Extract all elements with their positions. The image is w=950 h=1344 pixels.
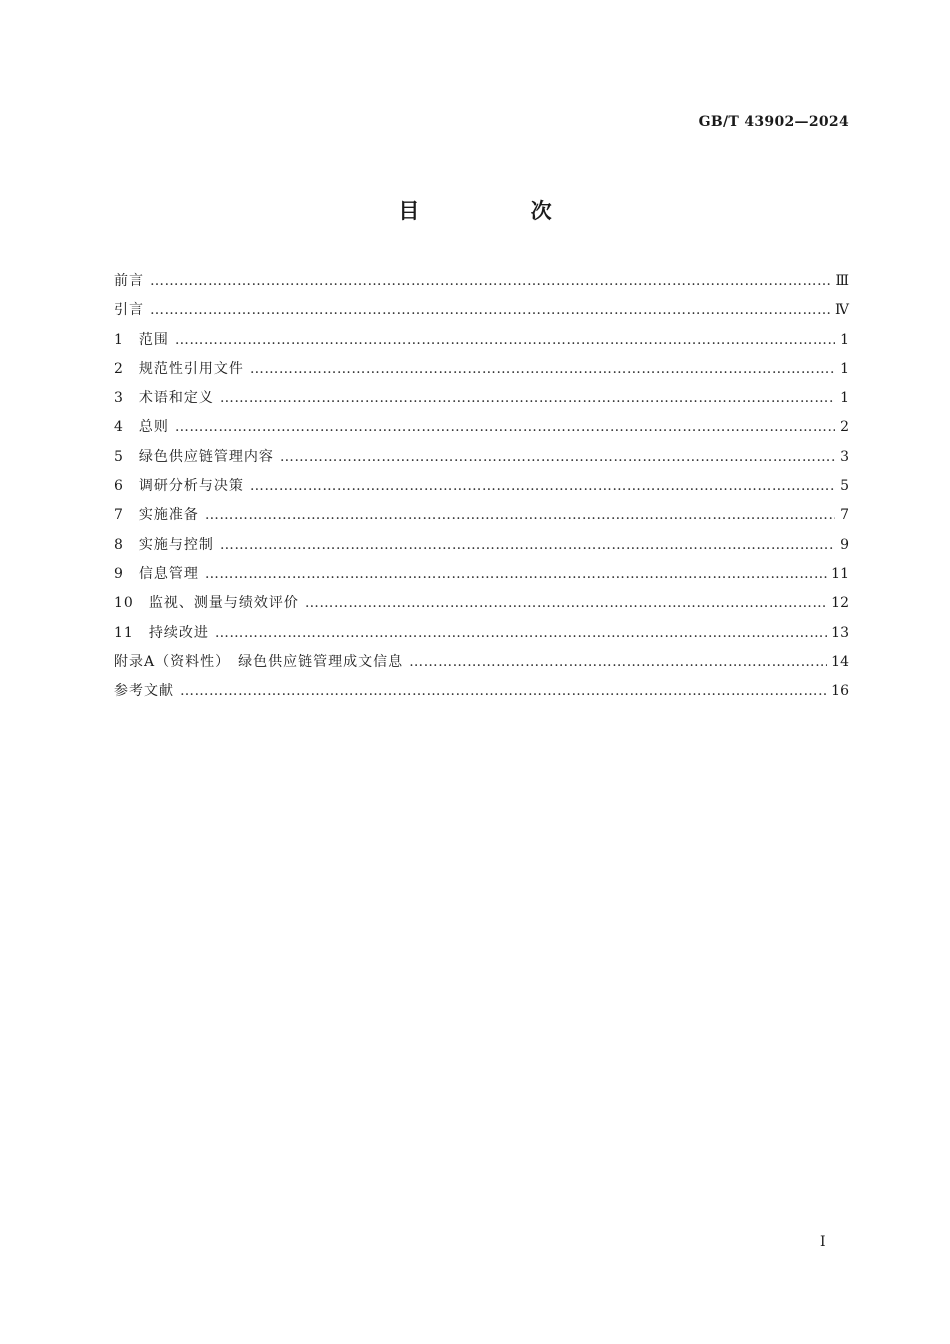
toc-leader-dots [215, 625, 827, 641]
toc-leader-dots [280, 449, 835, 465]
toc-leader-dots [180, 683, 827, 699]
toc-entry-page: 1 [840, 360, 849, 377]
toc-entry-label: 10 监视、测量与绩效评价 [114, 595, 299, 612]
toc-entry[interactable] [114, 329, 849, 358]
toc-entry[interactable] [114, 651, 849, 680]
toc-entry-page: 9 [840, 536, 849, 553]
toc-entry-page: 3 [840, 448, 849, 465]
toc-entry-label: 4 总则 [114, 419, 169, 436]
toc-entry[interactable] [114, 358, 849, 387]
toc-leader-dots [409, 654, 827, 670]
toc-entry[interactable] [114, 680, 849, 709]
toc-leader-dots [250, 478, 835, 494]
toc-entry-label: 2 规范性引用文件 [114, 360, 244, 377]
toc-entry-label: 引言 [114, 302, 144, 319]
toc-entry-label: 前言 [114, 273, 144, 289]
toc-entry-label: 8 实施与控制 [114, 536, 214, 553]
toc-leader-dots [305, 595, 827, 611]
toc-entry-label: 1 范围 [114, 331, 169, 348]
toc-entry-page: 1 [840, 331, 849, 348]
toc-entry[interactable] [114, 622, 849, 651]
toc-entry-page: 5 [840, 478, 849, 495]
toc-entry[interactable] [114, 592, 849, 621]
toc-leader-dots [205, 566, 827, 582]
toc-entry-label: 6 调研分析与决策 [114, 478, 244, 495]
toc-entry-label: 11 持续改进 [114, 624, 209, 641]
standard-number: GB/T 43902—2024 [698, 114, 849, 130]
toc-entry[interactable] [114, 563, 849, 592]
toc-entry[interactable] [114, 475, 849, 504]
toc-entry[interactable] [114, 299, 849, 328]
toc-leader-dots [150, 273, 831, 289]
toc-entry-page: Ⅳ [835, 302, 849, 319]
toc-entry-page: Ⅲ [835, 273, 849, 289]
toc-leader-dots [175, 332, 835, 348]
toc-entry[interactable] [114, 534, 849, 563]
toc-entry-page: 1 [840, 390, 849, 407]
toc-entry-label: 3 术语和定义 [114, 390, 214, 407]
toc-entry[interactable] [114, 446, 849, 475]
toc-entry[interactable] [114, 270, 849, 299]
toc-entry-label: 5 绿色供应链管理内容 [114, 448, 274, 465]
toc-leader-dots [205, 507, 835, 523]
toc-leader-dots [220, 390, 835, 406]
toc-entry-page: 16 [831, 683, 849, 700]
page-title: 目 次 [398, 199, 604, 223]
toc-entry[interactable] [114, 504, 849, 533]
toc-entry-page: 7 [840, 507, 849, 524]
table-of-contents [114, 270, 849, 709]
toc-entry-label: 附录A（资料性） 绿色供应链管理成文信息 [114, 653, 404, 670]
toc-entry-page: 14 [831, 653, 849, 670]
toc-leader-dots [175, 419, 835, 435]
toc-entry-page: 2 [840, 419, 849, 436]
toc-entry-page: 11 [831, 565, 849, 582]
toc-entry-page: 12 [831, 595, 849, 612]
toc-entry-label: 参考文献 [114, 683, 174, 700]
toc-entry[interactable] [114, 387, 849, 416]
toc-leader-dots [250, 361, 835, 377]
toc-entry-page: 13 [831, 624, 849, 641]
toc-entry-label: 7 实施准备 [114, 507, 199, 524]
toc-leader-dots [150, 302, 831, 318]
toc-entry-label: 9 信息管理 [114, 565, 199, 582]
page-number: Ⅰ [820, 1234, 826, 1250]
toc-leader-dots [220, 537, 835, 553]
toc-entry[interactable] [114, 416, 849, 445]
